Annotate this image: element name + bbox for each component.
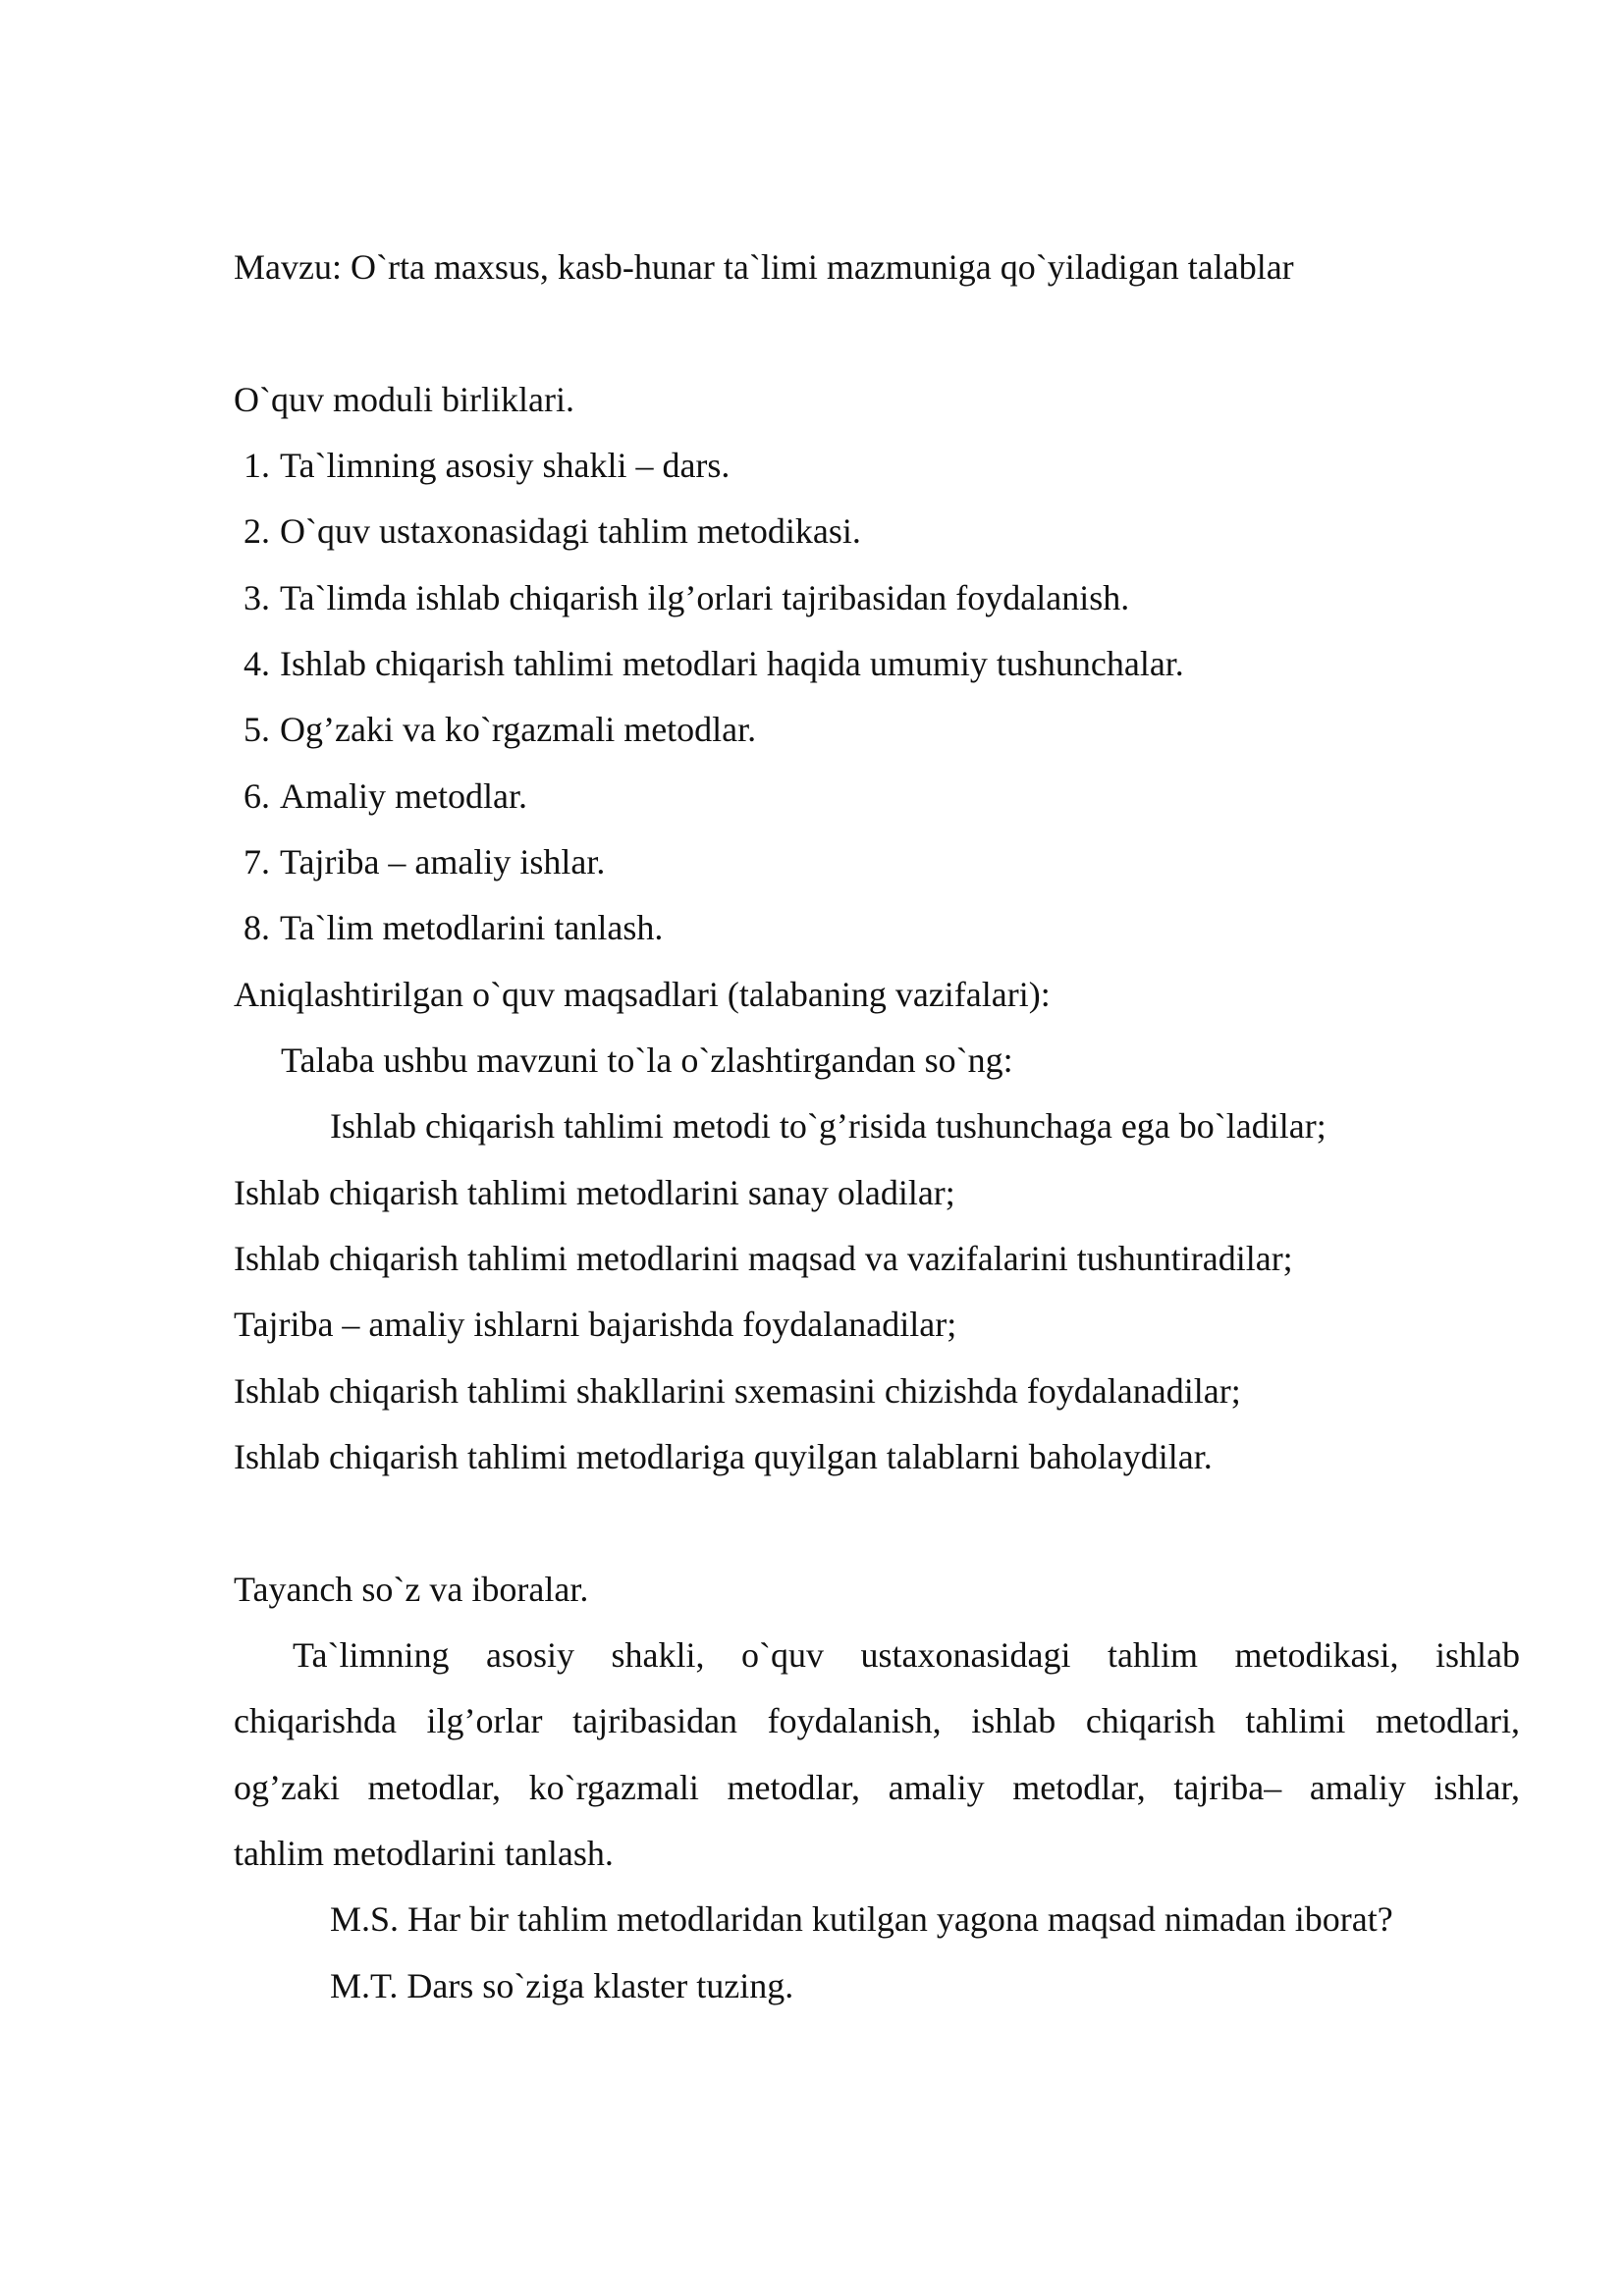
- goal-item: Tajriba – amaliy ishlarni bajarishda foydalanadilar;: [234, 1305, 957, 1344]
- goals-intro: Talaba ushbu mavzuni to`la o`zlashtirgandan so`ng:: [281, 1041, 1013, 1080]
- homework-task: M.T. Dars so`ziga klaster tuzing.: [330, 1966, 794, 2005]
- list-item-text: Ta`lim metodlarini tanlash.: [280, 908, 664, 947]
- list-item: [234, 708, 756, 751]
- list-item: [234, 576, 1129, 619]
- goal-item: Ishlab chiqarish tahlimi metodlariga quyilgan talablarni baholaydilar.: [234, 1437, 1213, 1476]
- list-item-text: Ishlab chiqarish tahlimi metodlari haqida umumiy tushunchalar.: [280, 644, 1184, 683]
- list-item-number: 1.: [244, 446, 270, 485]
- list-item-number: 6.: [244, 776, 270, 816]
- goal-item: Ishlab chiqarish tahlimi metodlarini sanay oladilar;: [234, 1173, 955, 1212]
- list-item-text: O`quv ustaxonasidagi tahlim metodikasi.: [280, 511, 861, 551]
- list-item: [234, 774, 527, 818]
- keywords-paragraph-line: Ta`limning asosiy shakli, o`quv ustaxonasidagi tahlim metodikasi, ishlab: [293, 1635, 1520, 1675]
- list-item-number: 3.: [244, 578, 270, 617]
- list-item-number: 5.: [244, 710, 270, 749]
- list-item: [234, 906, 663, 949]
- list-item-text: Tajriba – amaliy ishlar.: [280, 842, 606, 881]
- list-item-text: Amaliy metodlar.: [280, 776, 527, 816]
- self-check-question: M.S. Har bir tahlim metodlaridan kutilgan yagona maqsad nimadan iborat?: [330, 1899, 1393, 1939]
- list-item: [234, 509, 861, 553]
- list-item: [234, 444, 730, 487]
- keywords-paragraph-line: chiqarishda ilg’orlar tajribasidan foydalanish, ishlab chiqarish tahlimi metodlari,: [234, 1701, 1520, 1740]
- goal-item: Ishlab chiqarish tahlimi metodi to`g’risida tushunchaga ega bo`ladilar;: [330, 1106, 1326, 1146]
- list-item: [234, 840, 605, 883]
- goals-heading: Aniqlashtirilgan o`quv maqsadlari (talabaning vazifalari):: [234, 975, 1051, 1014]
- module-heading: O`quv moduli birliklari.: [234, 380, 574, 419]
- list-item-text: Ta`limda ishlab chiqarish ilg’orlari tajribasidan foydalanish.: [280, 578, 1130, 617]
- list-item-number: 8.: [244, 908, 270, 947]
- list-item-number: 2.: [244, 511, 270, 551]
- keywords-paragraph-line: tahlim metodlarini tanlash.: [234, 1834, 614, 1873]
- topic-heading: Mavzu: O`rta maxsus, kasb-hunar ta`limi mazmuniga qo`yiladigan talablar: [234, 247, 1294, 287]
- keywords-paragraph-line: og’zaki metodlar, ko`rgazmali metodlar, amaliy metodlar, tajriba– amaliy ishlar,: [234, 1768, 1520, 1807]
- list-item-number: 4.: [244, 644, 270, 683]
- goal-item: Ishlab chiqarish tahlimi shakllarini sxemasini chizishda foydalanadilar;: [234, 1371, 1241, 1411]
- list-item-text: Og’zaki va ko`rgazmali metodlar.: [280, 710, 757, 749]
- keywords-heading: Tayanch so`z va iboralar.: [234, 1570, 589, 1609]
- list-item: [234, 642, 1184, 685]
- list-item-number: 7.: [244, 842, 270, 881]
- goal-item: Ishlab chiqarish tahlimi metodlarini maqsad va vazifalarini tushuntiradilar;: [234, 1239, 1293, 1278]
- list-item-text: Ta`limning asosiy shakli – dars.: [280, 446, 731, 485]
